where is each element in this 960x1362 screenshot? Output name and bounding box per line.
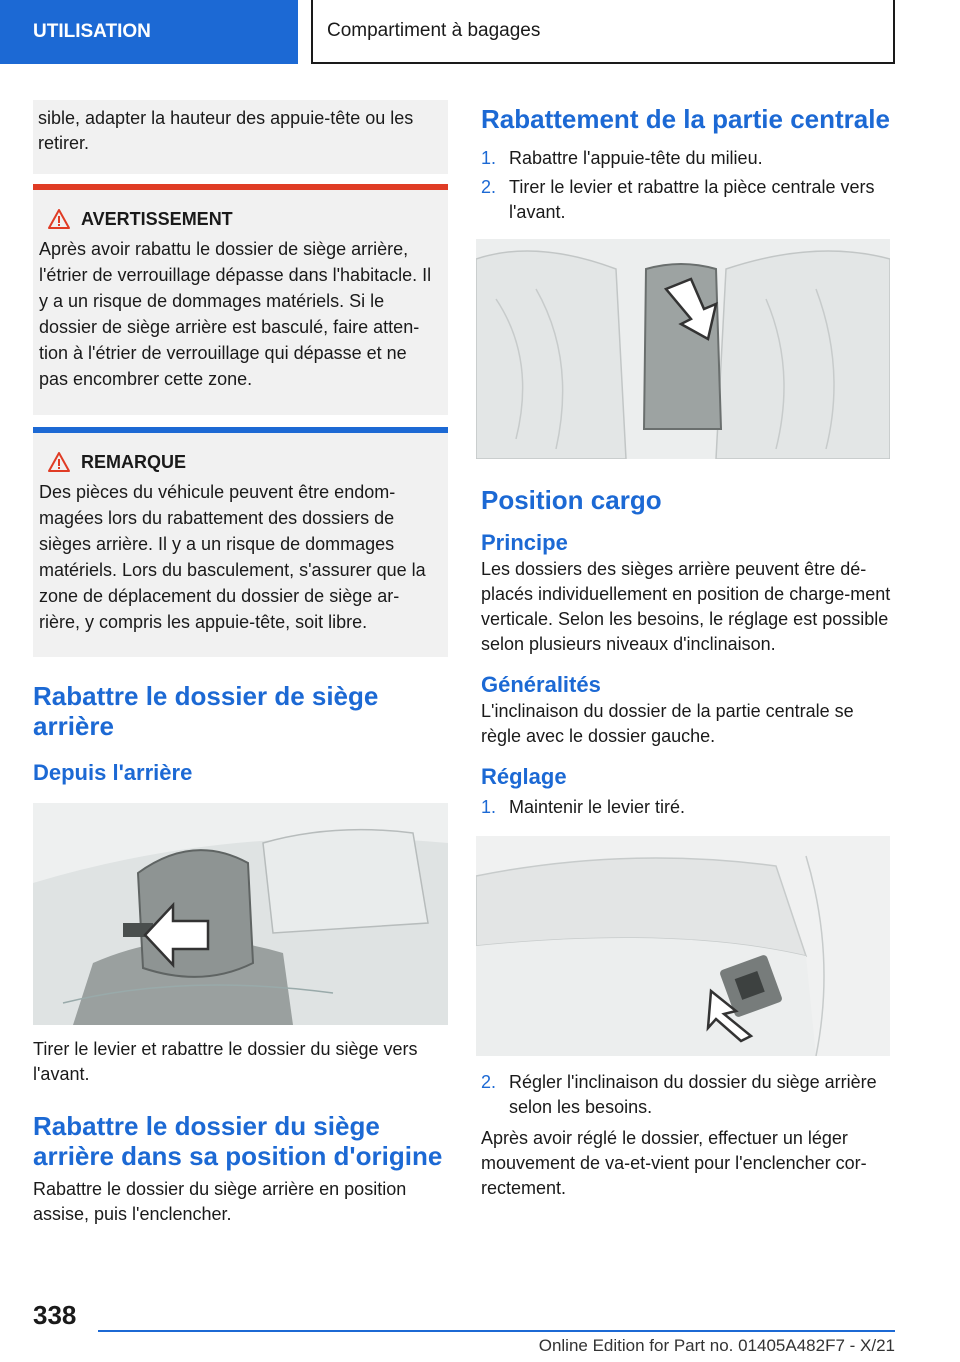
chapter-title: Compartiment à bagages	[327, 20, 541, 41]
footer-divider	[98, 1330, 895, 1332]
step-text: Maintenir le levier tiré.	[509, 797, 686, 817]
warning-text: Après avoir rabattu le dossier de siège arrière, l'étrier de verrouillage dépasse dans l'habitacle. Il y a un risque de dommages matériels. Si le dossier de siège arrière est basculé, faire atten-tion à l'étrier de verrouillage qui dépasse et ne pas encombrer cette zone.	[39, 239, 432, 389]
heading-restore-seat: Rabattre le dossier du siège arrière dans sa position d'origine	[33, 1111, 443, 1171]
step-text: Tirer le levier et rabattre la pièce centrale vers l'avant.	[509, 177, 875, 222]
heading-center-part: Rabattement de la partie centrale	[481, 104, 890, 134]
step-number: 2.	[481, 177, 497, 197]
note-text: Des pièces du véhicule peuvent être endom-magées lors du rabattement des dossiers de sièges arrière. Il y a un risque de dommages matériels. Lors du basculement, s'assurer que la zone de déplacement du dossier de siège ar-rière, y compris les appuie-tête, soit libre.	[39, 482, 426, 632]
note-title: REMARQUE	[81, 451, 187, 472]
step-number: 2.	[481, 1072, 497, 1092]
step-text: Régler l'inclinaison du dossier du siège arrière selon les besoins.	[509, 1072, 877, 1117]
list-item	[481, 795, 896, 820]
warning-triangle-icon	[47, 208, 71, 230]
step-text: Rabattre l'appuie-tête du milieu.	[509, 148, 763, 168]
chapter-header	[311, 0, 895, 64]
heading-from-rear: Depuis l'arrière	[33, 760, 193, 785]
step-number: 1.	[481, 148, 497, 168]
list-item	[481, 146, 896, 171]
page-number: 338	[33, 1300, 77, 1330]
right-column	[481, 104, 896, 1201]
warning-title: AVERTISSEMENT	[81, 208, 233, 229]
principle-text: Les dossiers des sièges arrière peuvent être dé-placés individuellement en position de charge-ment verticale. Selon les besoins, le réglage est possible selon plusieurs niveaux d'inclinaison.	[481, 559, 891, 654]
center-steps	[481, 146, 896, 225]
figure-adjust-lever	[476, 836, 890, 1056]
note-box	[33, 427, 448, 657]
edition-note: Online Edition for Part no. 01405A482F7 - X/21	[538, 1336, 895, 1355]
center-fold-illustration	[476, 239, 890, 459]
note-title-row	[39, 451, 438, 473]
warning-title-row	[39, 208, 438, 230]
heading-general: Généralités	[481, 672, 601, 697]
section-tab	[0, 0, 298, 64]
step-number: 1.	[481, 797, 497, 817]
figure-rear-seat-lever	[33, 803, 448, 1025]
heading-principle: Principe	[481, 530, 568, 555]
intro-text: sible, adapter la hauteur des appuie-tête ou les retirer.	[38, 108, 414, 153]
warning-box	[33, 184, 448, 415]
adjust-lever-illustration	[476, 836, 890, 1056]
warning-triangle-icon	[47, 451, 71, 473]
figure-center-part	[476, 239, 890, 459]
intro-box	[33, 100, 448, 174]
list-item	[481, 1070, 896, 1120]
adjust-text: Après avoir réglé le dossier, effectuer un léger mouvement de va-et-vient pour l'enclencher cor-rectement.	[481, 1128, 867, 1198]
section-title: UTILISATION	[33, 21, 151, 42]
heading-cargo-position: Position cargo	[481, 485, 662, 515]
restore-text: Rabattre le dossier du siège arrière en position assise, puis l'enclencher.	[33, 1179, 407, 1224]
general-text: L'inclinaison du dossier de la partie centrale se règle avec le dossier gauche.	[481, 701, 854, 746]
left-column	[33, 100, 448, 1227]
heading-fold-rear-seat: Rabattre le dossier de siège arrière	[33, 681, 379, 741]
list-item	[481, 175, 896, 225]
figure-caption: Tirer le levier et rabattre le dossier du siège vers l'avant.	[33, 1039, 418, 1084]
heading-adjustment: Réglage	[481, 764, 567, 789]
seat-lever-illustration	[33, 803, 448, 1025]
